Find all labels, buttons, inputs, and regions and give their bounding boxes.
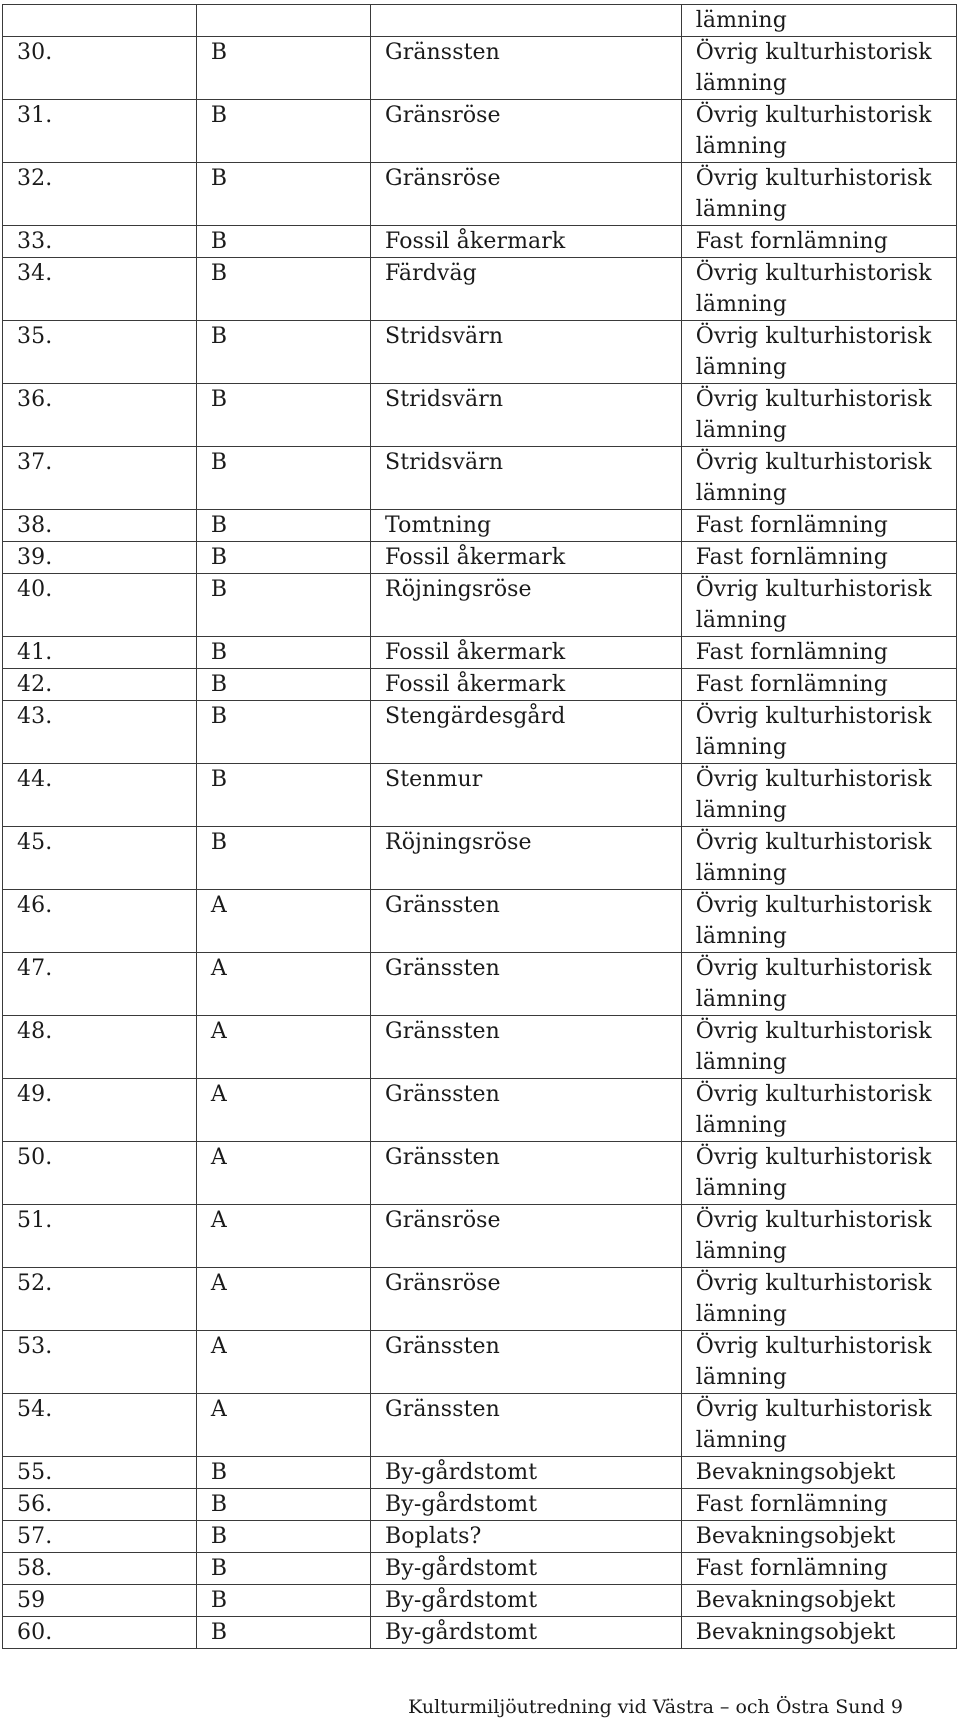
cell-group: B [196, 542, 370, 574]
cell-number: 41. [3, 637, 197, 669]
cell-number: 34. [3, 258, 197, 321]
cell-number: 32. [3, 163, 197, 226]
table-row [3, 321, 957, 384]
cell-group: B [196, 100, 370, 163]
cell-group: B [196, 574, 370, 637]
table-row [3, 764, 957, 827]
cell-group: B [196, 163, 370, 226]
cell-classification: Övrig kulturhistorisk lämning [681, 163, 956, 226]
cell-classification: Övrig kulturhistorisk lämning [681, 1394, 956, 1457]
cell-number: 37. [3, 447, 197, 510]
cell-type: Stridsvärn [371, 321, 682, 384]
cell-classification: Övrig kulturhistorisk lämning [681, 701, 956, 764]
cell-number: 42. [3, 669, 197, 701]
cell-type: Fossil åkermark [371, 669, 682, 701]
cell-number: 50. [3, 1142, 197, 1205]
cell-number: 40. [3, 574, 197, 637]
cell-type: Gränsröse [371, 1205, 682, 1268]
page-number: 9 [890, 1696, 903, 1718]
cell-group: A [196, 1205, 370, 1268]
cell-type: Röjningsröse [371, 574, 682, 637]
cell-group: A [196, 1142, 370, 1205]
cell-group: A [196, 1016, 370, 1079]
cell-type: Gränssten [371, 37, 682, 100]
cell-type: Gränssten [371, 1142, 682, 1205]
cell-classification: Bevakningsobjekt [681, 1585, 956, 1617]
cell-classification: Övrig kulturhistorisk lämning [681, 1016, 956, 1079]
cell-classification: Övrig kulturhistorisk lämning [681, 1331, 956, 1394]
table-row [3, 574, 957, 637]
cell-classification: Fast fornlämning [681, 1553, 956, 1585]
cell-number [3, 5, 197, 37]
table-row [3, 37, 957, 100]
cell-group: B [196, 1553, 370, 1585]
cell-type: Färdväg [371, 258, 682, 321]
cell-type: Gränssten [371, 1331, 682, 1394]
cell-type: Stengärdesgård [371, 701, 682, 764]
footer-title: Kulturmiljöutredning vid Västra – och Östra Sund [408, 1696, 885, 1718]
table-row [3, 1142, 957, 1205]
cell-type: Tomtning [371, 510, 682, 542]
cell-classification: Övrig kulturhistorisk lämning [681, 1079, 956, 1142]
cell-type: Fossil åkermark [371, 226, 682, 258]
cell-classification: Övrig kulturhistorisk lämning [681, 574, 956, 637]
table-row [3, 953, 957, 1016]
cell-number: 45. [3, 827, 197, 890]
table-row [3, 827, 957, 890]
cell-group: B [196, 827, 370, 890]
cell-group: B [196, 384, 370, 447]
cell-group: B [196, 258, 370, 321]
page-footer [408, 1695, 903, 1719]
cell-type: By-gårdstomt [371, 1585, 682, 1617]
cell-type: Gränsröse [371, 1268, 682, 1331]
cell-group: A [196, 1268, 370, 1331]
table-row [3, 1331, 957, 1394]
cell-type: Stridsvärn [371, 447, 682, 510]
cell-number: 44. [3, 764, 197, 827]
cell-group: B [196, 764, 370, 827]
remains-table [2, 4, 957, 1649]
cell-classification: Övrig kulturhistorisk lämning [681, 321, 956, 384]
cell-type: By-gårdstomt [371, 1489, 682, 1521]
cell-number: 47. [3, 953, 197, 1016]
table-row [3, 890, 957, 953]
cell-group: B [196, 226, 370, 258]
cell-type: Gränssten [371, 953, 682, 1016]
cell-type: Röjningsröse [371, 827, 682, 890]
table-row [3, 701, 957, 764]
table-row [3, 1394, 957, 1457]
cell-number: 48. [3, 1016, 197, 1079]
cell-group: B [196, 447, 370, 510]
cell-classification: Bevakningsobjekt [681, 1617, 956, 1649]
cell-group: A [196, 1331, 370, 1394]
table-row [3, 637, 957, 669]
cell-group: B [196, 1489, 370, 1521]
table-row [3, 1016, 957, 1079]
cell-group: B [196, 510, 370, 542]
cell-number: 46. [3, 890, 197, 953]
cell-group: B [196, 1585, 370, 1617]
cell-classification: Fast fornlämning [681, 226, 956, 258]
cell-classification: Övrig kulturhistorisk lämning [681, 890, 956, 953]
table-row [3, 510, 957, 542]
table-row [3, 163, 957, 226]
cell-number: 30. [3, 37, 197, 100]
cell-group: B [196, 669, 370, 701]
cell-type: Gränsröse [371, 100, 682, 163]
cell-number: 35. [3, 321, 197, 384]
cell-number: 59 [3, 1585, 197, 1617]
cell-number: 51. [3, 1205, 197, 1268]
cell-classification: Övrig kulturhistorisk lämning [681, 384, 956, 447]
cell-classification: Fast fornlämning [681, 669, 956, 701]
table-row [3, 1205, 957, 1268]
cell-number: 39. [3, 542, 197, 574]
table-row [3, 1079, 957, 1142]
cell-group: A [196, 953, 370, 1016]
cell-classification: Övrig kulturhistorisk lämning [681, 447, 956, 510]
cell-group: A [196, 1394, 370, 1457]
document-page [2, 4, 957, 1649]
cell-number: 60. [3, 1617, 197, 1649]
cell-number: 36. [3, 384, 197, 447]
cell-classification: Övrig kulturhistorisk lämning [681, 100, 956, 163]
cell-classification: Övrig kulturhistorisk lämning [681, 1142, 956, 1205]
cell-classification: Övrig kulturhistorisk lämning [681, 953, 956, 1016]
cell-classification: Bevakningsobjekt [681, 1457, 956, 1489]
cell-type: Boplats? [371, 1521, 682, 1553]
cell-group: A [196, 1079, 370, 1142]
table-row [3, 669, 957, 701]
cell-number: 33. [3, 226, 197, 258]
cell-type: Stridsvärn [371, 384, 682, 447]
cell-classification: Övrig kulturhistorisk lämning [681, 827, 956, 890]
cell-number: 52. [3, 1268, 197, 1331]
cell-number: 43. [3, 701, 197, 764]
cell-classification: Övrig kulturhistorisk lämning [681, 1205, 956, 1268]
table-row [3, 384, 957, 447]
table-row [3, 447, 957, 510]
cell-type: Gränsröse [371, 163, 682, 226]
cell-number: 54. [3, 1394, 197, 1457]
table-row [3, 1489, 957, 1521]
cell-group: B [196, 321, 370, 384]
cell-classification: Övrig kulturhistorisk lämning [681, 37, 956, 100]
table-row [3, 1553, 957, 1585]
cell-type: Stenmur [371, 764, 682, 827]
cell-number: 55. [3, 1457, 197, 1489]
cell-type: Gränssten [371, 1079, 682, 1142]
cell-classification: Fast fornlämning [681, 1489, 956, 1521]
table-row [3, 1617, 957, 1649]
table-row-continued [3, 5, 957, 37]
cell-group: B [196, 1521, 370, 1553]
cell-type: By-gårdstomt [371, 1617, 682, 1649]
cell-type: By-gårdstomt [371, 1553, 682, 1585]
table-body [3, 5, 957, 1649]
cell-type: By-gårdstomt [371, 1457, 682, 1489]
table-row [3, 258, 957, 321]
table-row [3, 100, 957, 163]
cell-group [196, 5, 370, 37]
cell-classification: Övrig kulturhistorisk lämning [681, 258, 956, 321]
cell-type: Fossil åkermark [371, 637, 682, 669]
cell-number: 58. [3, 1553, 197, 1585]
table-row [3, 1457, 957, 1489]
cell-group: B [196, 637, 370, 669]
table-row [3, 1521, 957, 1553]
cell-classification: Övrig kulturhistorisk lämning [681, 764, 956, 827]
cell-number: 49. [3, 1079, 197, 1142]
cell-type: Gränssten [371, 1394, 682, 1457]
cell-number: 57. [3, 1521, 197, 1553]
cell-number: 38. [3, 510, 197, 542]
cell-classification: Övrig kulturhistorisk lämning [681, 1268, 956, 1331]
cell-number: 56. [3, 1489, 197, 1521]
cell-number: 31. [3, 100, 197, 163]
table-row [3, 542, 957, 574]
cell-group: B [196, 1457, 370, 1489]
table-row [3, 226, 957, 258]
cell-group: B [196, 1617, 370, 1649]
cell-type [371, 5, 682, 37]
cell-classification: Fast fornlämning [681, 542, 956, 574]
table-row [3, 1585, 957, 1617]
cell-classification: Bevakningsobjekt [681, 1521, 956, 1553]
cell-classification: Fast fornlämning [681, 510, 956, 542]
cell-type: Gränssten [371, 1016, 682, 1079]
cell-classification: lämning [681, 5, 956, 37]
cell-group: B [196, 701, 370, 764]
cell-type: Fossil åkermark [371, 542, 682, 574]
cell-group: A [196, 890, 370, 953]
cell-number: 53. [3, 1331, 197, 1394]
cell-type: Gränssten [371, 890, 682, 953]
cell-group: B [196, 37, 370, 100]
table-row [3, 1268, 957, 1331]
cell-classification: Fast fornlämning [681, 637, 956, 669]
